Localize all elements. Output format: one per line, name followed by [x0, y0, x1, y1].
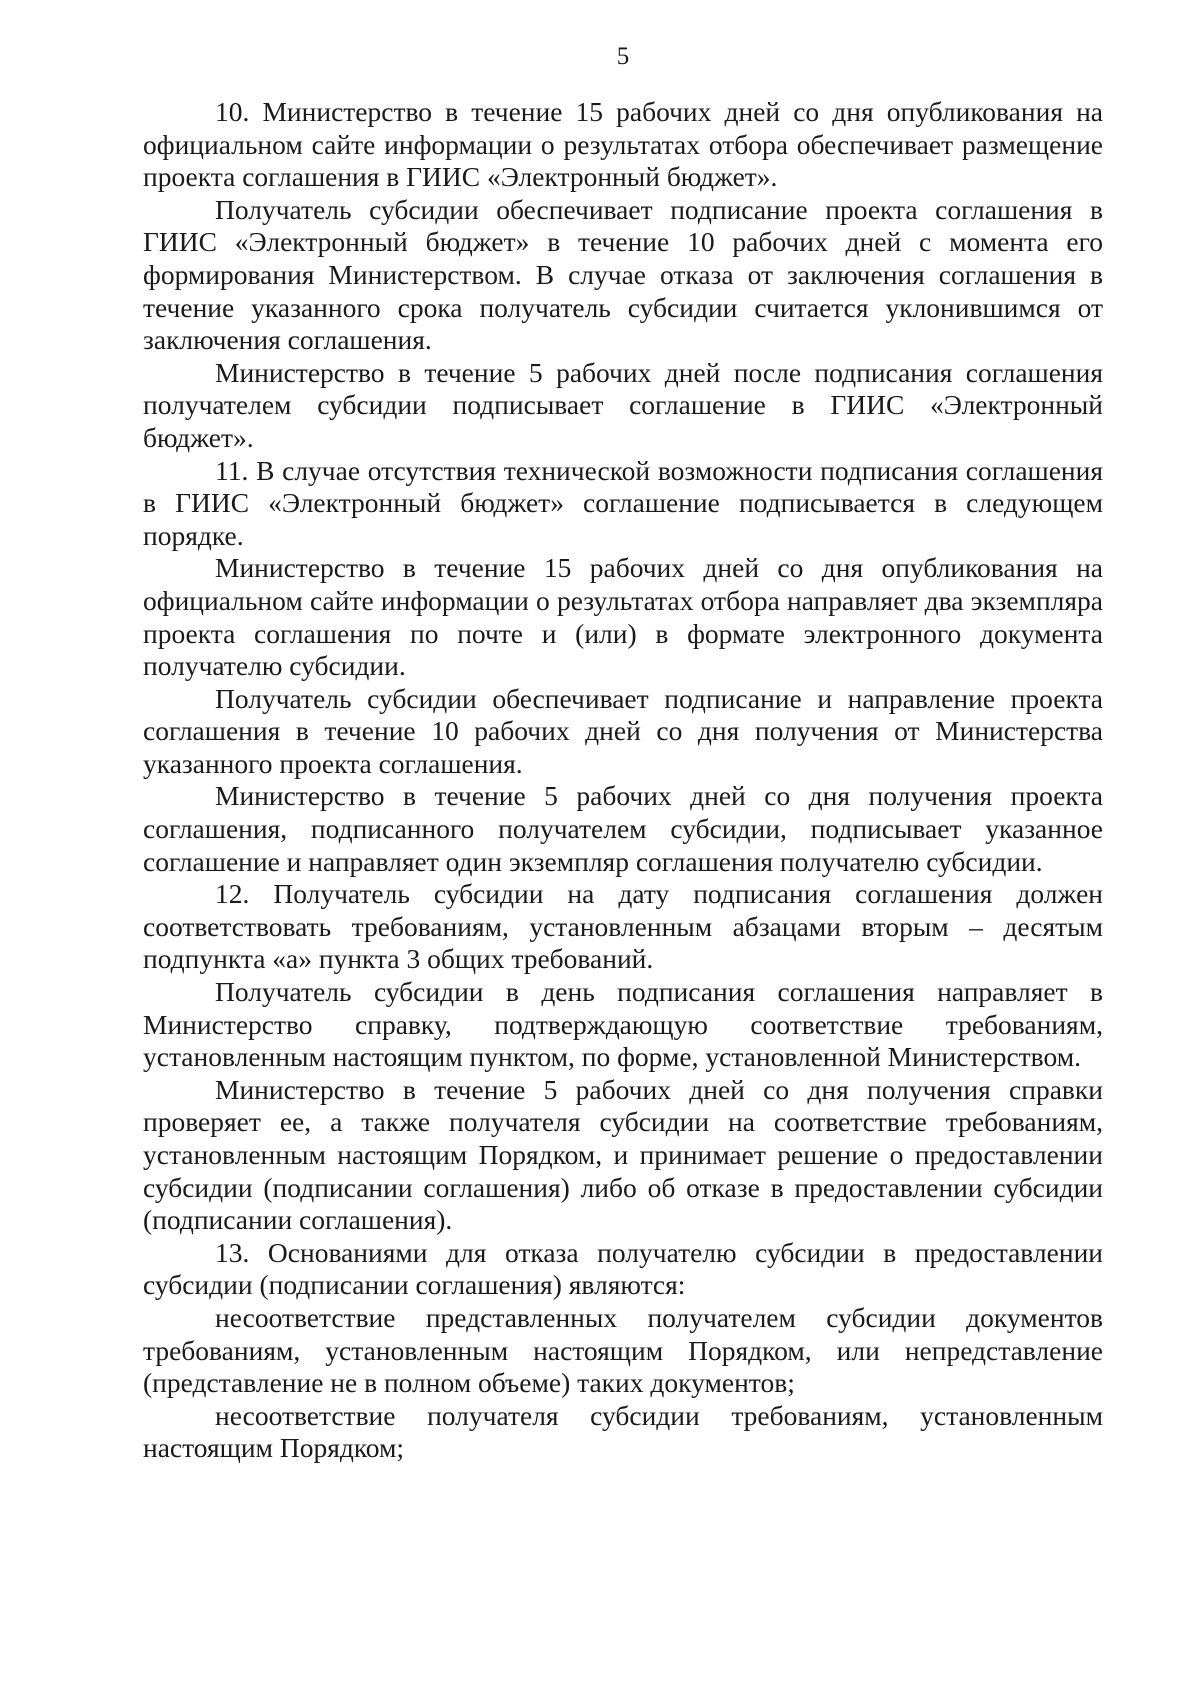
page-number: 5 — [616, 43, 630, 70]
paragraph-recipient-signs: Получатель субсидии обеспечивает подписание и направление проекта соглашения в течение 10 рабочих дней со дня получения от Министерства указанного проекта соглашения. — [143, 682, 1103, 779]
paragraph-13: 13. Основаниями для отказа получателю субсидии в предоставлении субсидии (подписании соглашения) являются: — [143, 1236, 1103, 1301]
paragraph-ministry-checks: Министерство в течение 5 рабочих дней со дня получения справки проверяет ее, а также получателя субсидии на соответствие требованиям, установленным настоящим Порядком, и принимает решение о предоставлении субсидии (подписании соглашения) либо об отказе в предоставлении субсидии (подписании соглашения). — [143, 1073, 1103, 1236]
paragraph-10: 10. Министерство в течение 15 рабочих дней со дня опубликования на официальном сайте информации о результатах отбора обеспечивает размещение проекта соглашения в ГИИС «Электронный бюджет». — [143, 96, 1103, 193]
paragraph-ministry-signs-paper: Министерство в течение 5 рабочих дней со дня получения проекта соглашения, подписанного получателем субсидии, подписывает указанное соглашение и направляет один экземпляр соглашения получателю субсидии. — [143, 780, 1103, 877]
document-body — [143, 96, 1103, 1465]
paragraph-certificate: Получатель субсидии в день подписания соглашения направляет в Министерство справку, подтверждающую соответствие требованиям, установленным настоящим пунктом, по форме, установленной Министерством. — [143, 976, 1103, 1073]
paragraph-ministry-signs-giis: Министерство в течение 5 рабочих дней после подписания соглашения получателем субсидии подписывает соглашение в ГИИС «Электронный бюджет». — [143, 356, 1103, 453]
paragraph-ground-documents: несоответствие представленных получателем субсидии документов требованиям, установленным настоящим Порядком, или непредставление (представление не в полном объеме) таких документов; — [143, 1301, 1103, 1399]
paragraph-ministry-sends-copies: Министерство в течение 15 рабочих дней со дня опубликования на официальном сайте информации о результатах отбора направляет два экземпляра проекта соглашения по почте и (или) в формате электронного документа получателю субсидии. — [143, 552, 1103, 682]
paragraph-11: 11. В случае отсутствия технической возможности подписания соглашения в ГИИС «Электронный бюджет» соглашение подписывается в следующем порядке. — [143, 454, 1103, 551]
paragraph-signing-giis: Получатель субсидии обеспечивает подписание проекта соглашения в ГИИС «Электронный бюджет» в течение 10 рабочих дней с момента его формирования Министерством. В случае отказа от заключения соглашения в течение указанного срока получатель субсидии считается уклонившимся от заключения соглашения. — [143, 193, 1103, 356]
paragraph-ground-requirements: несоответствие получателя субсидии требованиям, установленным настоящим Порядком; — [143, 1399, 1103, 1464]
paragraph-12: 12. Получатель субсидии на дату подписания соглашения должен соответствовать требованиям, установленным абзацами вторым – десятым подпункта «а» пункта 3 общих требований. — [143, 878, 1103, 975]
